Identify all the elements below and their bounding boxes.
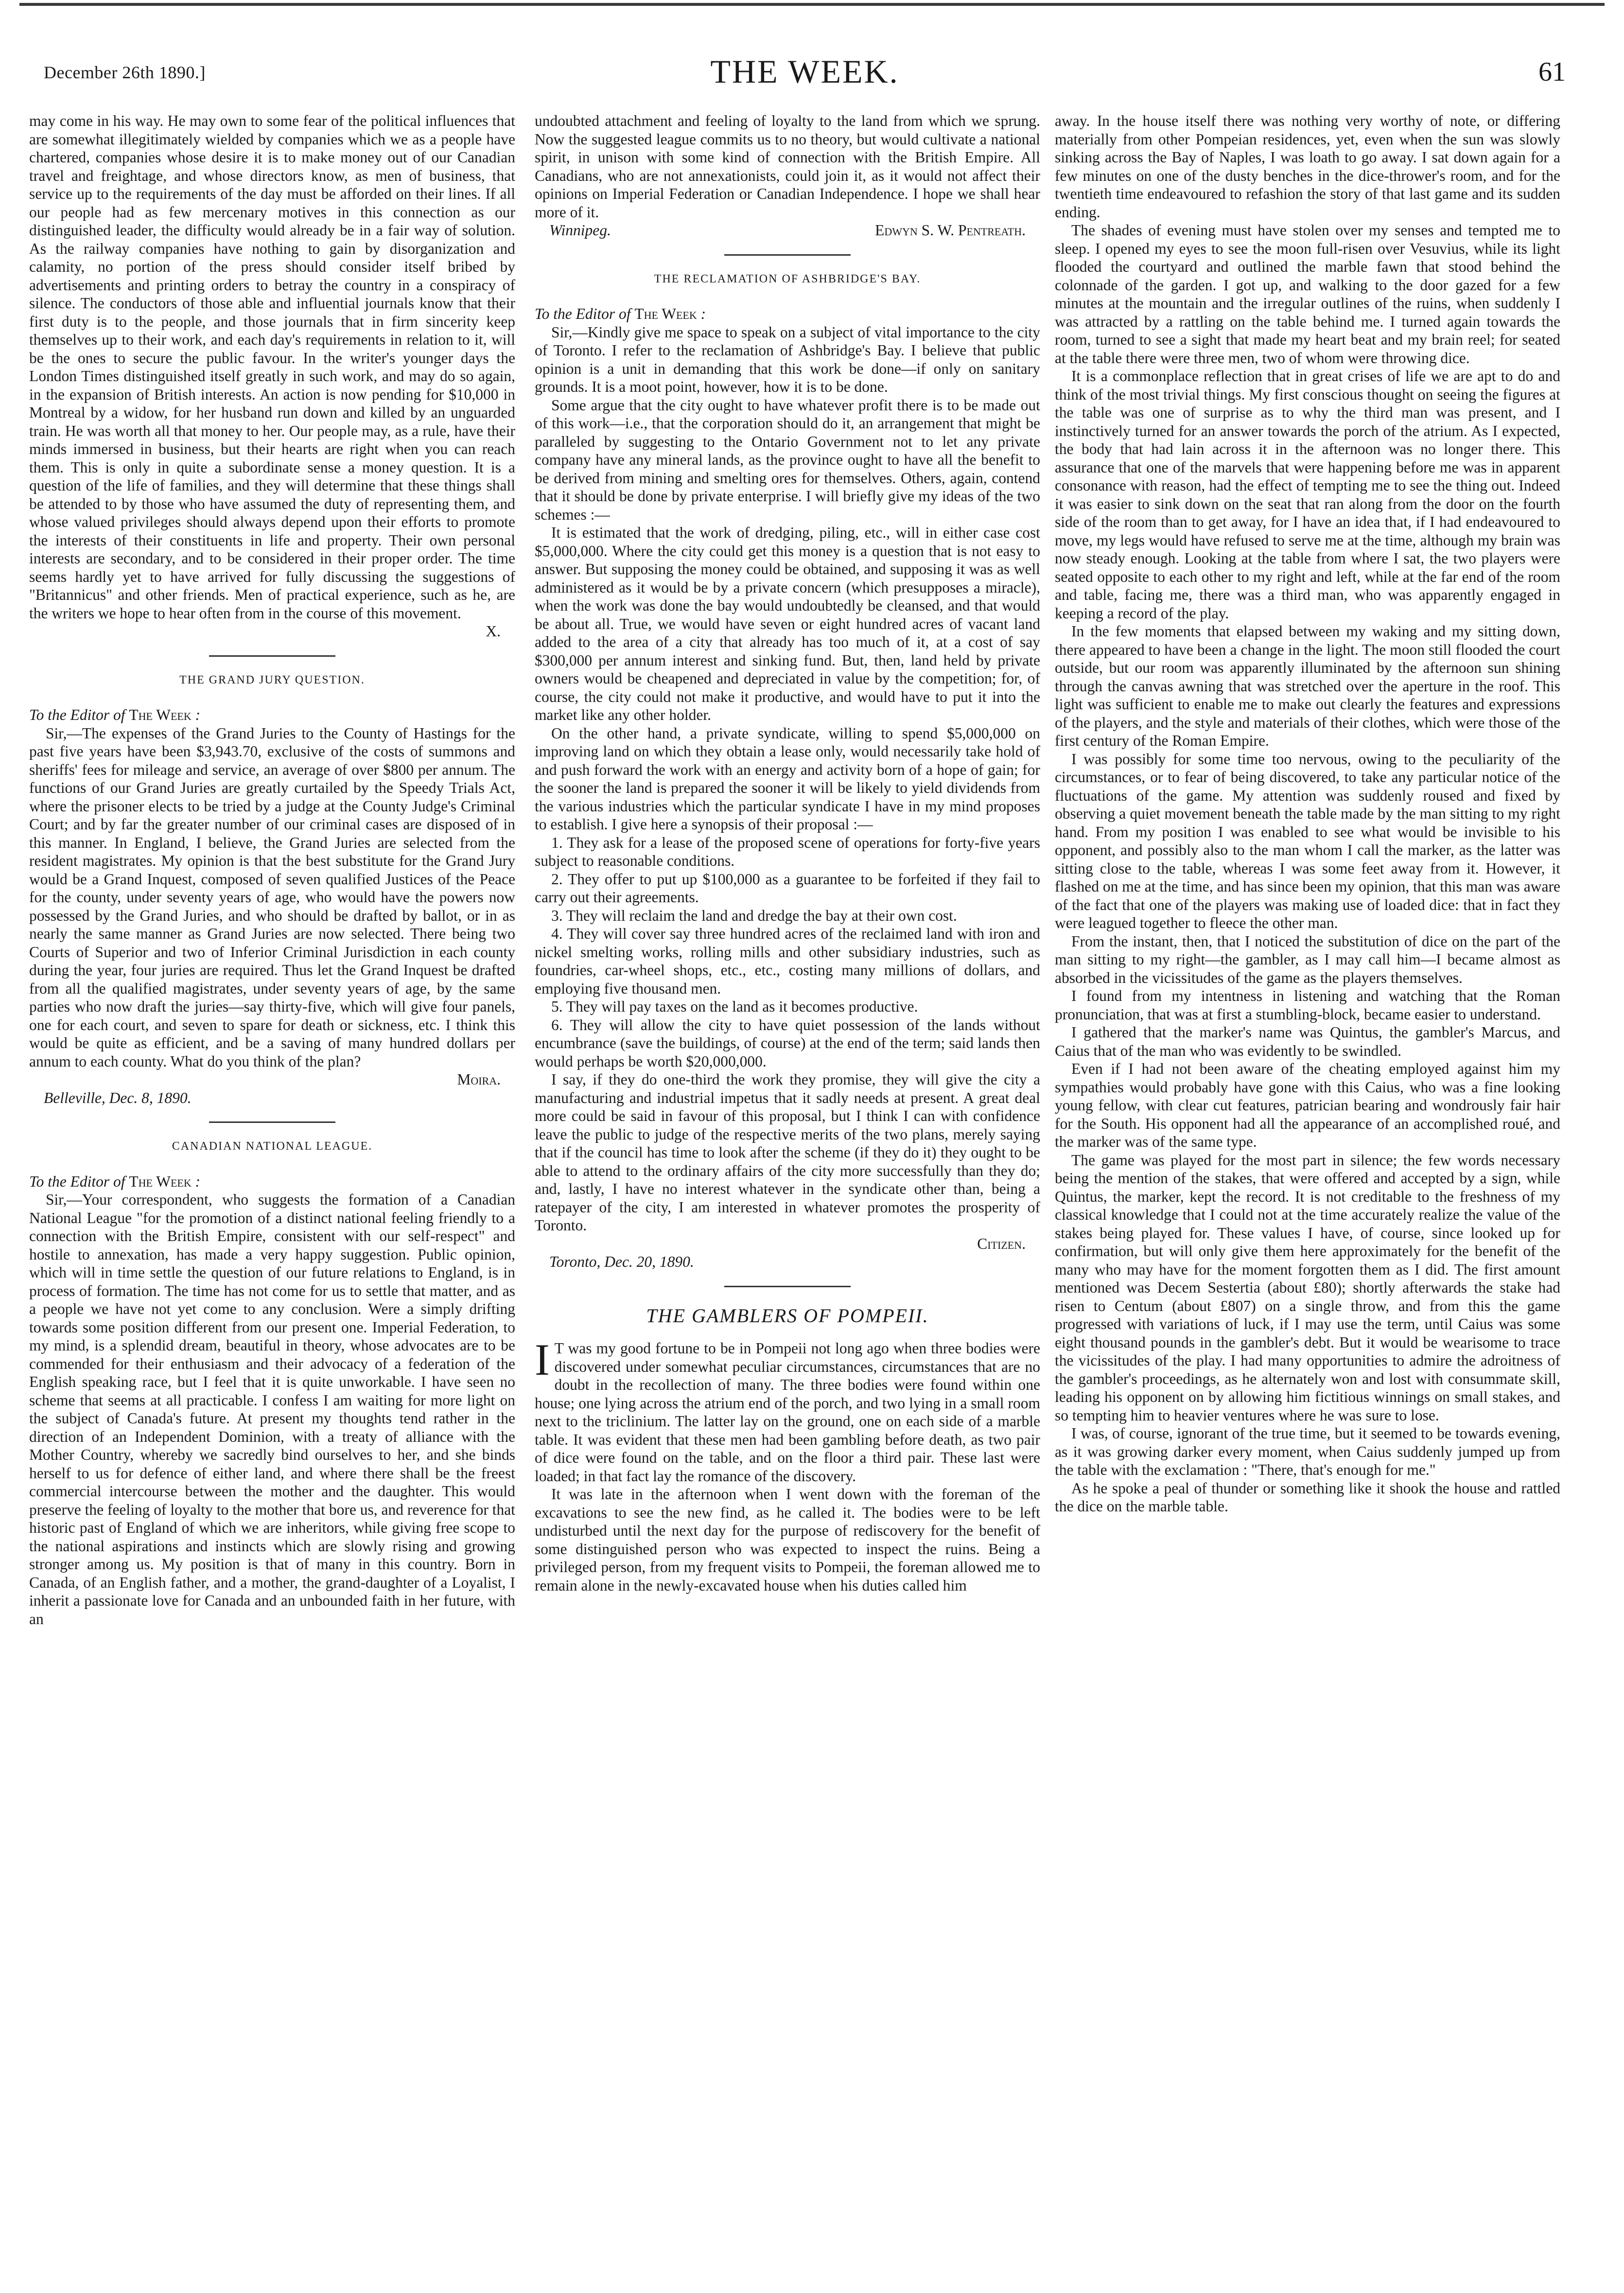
letter-salutation: [29, 706, 515, 724]
story-paragraph: Even if I had not been aware of the cheating employed against him my sympathies would probably have gone with this Caius, who was a fine looking young fellow, with clear cut features, patrician bearing and wondrously fair hair for the South. His opponent had all the appearance of an accomplished roué, and the marker was of the same type.: [1055, 1060, 1560, 1150]
drop-cap: I: [535, 1335, 550, 1384]
salutation-name: The Week: [129, 1173, 192, 1190]
salutation-name: The Week: [129, 706, 192, 723]
salutation-suffix: :: [195, 706, 201, 723]
proposal-item: 6. They will allow the city to have quiet possession of the lands without encumbrance (save the buildings, of course) at the end of the term; said lands then would perhaps be worth $20,000,000.: [535, 1016, 1040, 1070]
letter-signature: Edwyn S. W. Pentreath.: [875, 222, 1026, 239]
salutation-suffix: :: [195, 1173, 201, 1190]
proposal-item: 1. They ask for a lease of the proposed scene of operations for forty-five years subject to reasonable conditions.: [535, 834, 1040, 869]
story-paragraph: I found from my intentness in listening and watching that the Roman pronunciation, that was at first a stumbling-block, became easier to understand.: [1055, 987, 1560, 1023]
section-divider: [209, 1121, 335, 1123]
story-paragraph: The shades of evening must have stolen over my senses and tempted me to sleep. I opened my eyes to see the moon full-risen over Vesuvius, while its light flooded the courtyard and outlined the marble fawn that stood behind the colonnade of the garden. I got up, and walking to the door gazed for a few minutes at the mountain and the irregular outlines of the ruins, when suddenly I was attracted by a rattling on the table behind me. I turned again towards the room, turned to see a sight that made my heart beat and my brain reel; for seated at the table there were three men, two of whom were throwing dice.: [1055, 222, 1560, 367]
story-paragraph: [535, 1335, 1040, 1485]
letter-salutation: [29, 1173, 515, 1191]
article-signature: X.: [486, 623, 501, 640]
proposal-item: 3. They will reclaim the land and dredge the bay at their own cost.: [551, 907, 957, 924]
letter-heading-grand-jury: THE GRAND JURY QUESTION.: [179, 673, 365, 686]
letter-dateline: Toronto, Dec. 20, 1890.: [549, 1253, 694, 1270]
publication-title: THE WEEK.: [710, 53, 899, 90]
story-paragraph: It is a commonplace reflection that in great crises of life we are apt to do and think of the most trivial things. My first conscious thought on seeing the figures at the table was one of surprise as to why the third man was present, and I instinctively turned for an answer towards the porch of the atrium. As I expected, the body that had lain across it in the afternoon was no longer there. This assurance that one of the marvels that were happening before me was in apparent consonance with reason, had the effect of tempting me to see the thing out. Indeed it was easier to sink down on the seat that ran along from the door on the fourth side of the room than to get away, for I have an idea that, if I had endeavoured to move, my legs would have refused to serve me at the time, although my brain was now steady enough. Looking at the table from where I sat, the two players were seated opposite to each other to my right and left, while at the far end of the room and table, facing me, there was a third man, who was apparently engaged in keeping a record of the play.: [1055, 368, 1560, 622]
story-text: T was my good fortune to be in Pompeii not long ago when three bodies were discovered under somewhat peculiar circumstances, circumstances that are no doubt in the recollection of many. The three bodies were found within one house; one lying across the atrium end of the porch, and two lying in a small room next to the triclinium. The latter lay on the ground, one on each side of a marble table. It was evident that these men had been gambling before death, as two pair of dice were found on the table, and on the floor a third pair. These last were loaded; in that fact lay the romance of the discovery.: [535, 1340, 1040, 1485]
story-paragraph: From the instant, then, that I noticed the substitution of dice on the part of the man sitting to my right—the gambler, as I may call him—I became almost as absorbed in the vicissitudes of the game as the players themselves.: [1055, 932, 1560, 986]
top-rule: [19, 3, 1605, 6]
story-title: THE GAMBLERS OF POMPEII.: [646, 1304, 929, 1327]
proposal-item: 4. They will cover say three hundred acres of the reclaimed land with iron and nickel smelting works, rolling mills and other subsidiary industries, such as foundries, car-wheel shops, etc., etc., costing many millions of dollars, and employing five thousand men.: [535, 925, 1040, 997]
letter-paragraph: It is estimated that the work of dredging, piling, etc., will in either case cost $5,000,000. Where the city could get this money is a question that is not easy to answer. But supposing the money could be obtained, and supposing it was as well administered as it would be by a private concern (which presupposes a miracle), when the work was done the bay would undoubtedly be cleansed, and that would be about all. True, we would have seven or eight hundred acres of vacant land added to the area of a city that already has too much of it, at a cost of say $300,000 per annum interest and sinking fund. But, then, land held by private owners would be cheapened and depreciated in value by the competition; for, of course, the city could not make it productive, and would have to put it into the market like any other holder.: [535, 524, 1040, 723]
story-paragraph: I was possibly for some time too nervous, owing to the peculiarity of the circumstances, or to fear of being discovered, to take any particular notice of the fluctuations of the game. My attention was suddenly roused and fixed by observing a quiet movement beneath the table made by the man sitting to my right hand. From my position I was enabled to see what would be invisible to his opponent, and possibly also to the man whom I call the marker, as the latter was sitting close to the table, whereas I was some feet away from it. However, it flashed on me at the time, and has since been my opinion, that this man was aware of the fact that one of the players was making use of loaded dice: that in fact they were leagued together to fleece the other man.: [1055, 750, 1560, 931]
letter-body: Sir,—The expenses of the Grand Juries to the County of Hastings for the past five years have been $3,943.70, exclusive of the costs of summons and sheriffs' fees for mileage and service, an average of over $800 per annum. The functions of our Grand Juries are greatly curtailed by the Speedy Trials Act, where the prisoner elects to be tried by a judge at the County Judge's Criminal Court; and by far the greater number of our criminal cases are disposed of in this manner. In England, I believe, the Grand Juries are selected from the resident magistrates. My opinion is that the best substitute for the Grand Jury would be a Grand Inquest, composed of seven qualified Justices of the Peace for the county, under seventy years of age, who would have the powers now possessed by the Grand Juries, and who should be drafted by ballot, or in as nearly the same manner as Grand Juries are now selected. There being two Courts of Superior and two of Inferior Criminal Jurisdiction in each county during the year, four juries are required. Thus let the Grand Inquest be drafted from all the qualified magistrates, under seventy years of age, by the same parties who now draft the juries—say thirty-five, which will give four panels, one for each court, and seven to spare for death or sickness, etc. I think this would be quite as efficient, and be a saving of many hundred dollars per annum to each county. What do you think of the plan?: [29, 724, 515, 1070]
letter-place: Winnipeg.: [549, 222, 611, 239]
section-divider: [724, 1286, 851, 1287]
letter-paragraph: Some argue that the city ought to have whatever profit there is to be made out of this work—i.e., that the corporation should do it, an arrangement that might be paralleled by suggesting to the Ontario Government not to let any private company have any mineral lands, as the province ought to have all the benefit to be derived from mining and smelting ores for themselves. Others, again, contend that it should be done by private enterprise. I will briefly give my ideas of the two schemes :—: [535, 396, 1040, 523]
issue-date: December 26th 1890.]: [44, 63, 206, 82]
story-paragraph: As he spoke a peal of thunder or something like it shook the house and rattled the dice on the marble table.: [1055, 1479, 1560, 1515]
letter-signoff: [535, 221, 1040, 240]
letter-dateline: Belleville, Dec. 8, 1890.: [44, 1089, 192, 1106]
letter-continuation: undoubted attachment and feeling of loyalty to the land from which we sprung. Now the suggested league commits us to no theory, but would cultivate a national spirit, in unison with some kind of connection with the British Empire. All Canadians, who are not annexationists, could join it, as it would not affect their opinions on Imperial Federation or Canadian Independence. I hope we shall hear more of it.: [535, 112, 1040, 221]
letter-paragraph: On the other hand, a private syndicate, willing to spend $5,000,000 on improving land on which they obtain a lease only, would necessarily take hold of and push forward the work with an energy and activity born of a hope of gain; for the sooner the land is prepared the sooner it will be likely to yield dividends from the various industries which the particular syndicate I have in my mind proposes to establish. I give here a synopsis of their proposal :—: [535, 724, 1040, 833]
proposal-item: 2. They offer to put up $100,000 as a guarantee to be forfeited if they fail to carry out their agreements.: [535, 870, 1040, 906]
story-paragraph: The game was played for the most part in silence; the few words necessary being the mention of the stakes, that were offered and accepted by a sign, while Quintus, the marker, kept the record. It is not creditable to the freshness of my classical knowledge that I could not at the time accurately realize the value of the stakes being played for. These values I have, of course, since looked up for confirmation, but will only give them here approximately for the benefit of the many who may have for the moment forgotten them as I did. The first amount mentioned was Decem Sestertia (about £80); shortly afterwards the stake had risen to Centum (about £807) on a single throw, and from this the game progressed with variations of luck, if I may use the term, until Caius was some eight thousand pounds in the gambler's debt. But it would be wearisome to trace the vicissitudes of the play. I had many opportunities to admire the adroitness of the gambler's proceedings, as he alternately won and lost with consummate skill, leading his opponent on by allowing him fictitious winnings on small stakes, and so tempting him to heavier ventures where he was sure to lose.: [1055, 1151, 1560, 1424]
story-paragraph: I gathered that the marker's name was Quintus, the gambler's Marcus, and Caius that of the man who was evidently to be swindled.: [1055, 1024, 1560, 1059]
letter-heading-league: CANADIAN NATIONAL LEAGUE.: [172, 1140, 373, 1153]
masthead: [44, 49, 1566, 102]
letter-salutation: [535, 305, 1040, 323]
page-number: 61: [1538, 57, 1566, 87]
salutation-prefix: To the Editor of: [29, 706, 125, 723]
story-paragraph: away. In the house itself there was nothing very worthy of note, or differing materially from other Pompeian residences, yet, even when the sun was slowly sinking across the Bay of Naples, I was loath to go away. I sat down again for a few minutes on one of the dusty benches in the dice-thrower's room, and for the twentieth time endeavoured to refashion the story of that last game and its sudden ending.: [1055, 112, 1560, 221]
story-paragraph: I was, of course, ignorant of the true time, but it seemed to be towards evening, as it was growing darker every moment, when Caius suddenly jumped up from the table with the exclamation : "There, that's enough for me.": [1055, 1425, 1560, 1478]
letter-signature: Moira.: [457, 1071, 501, 1088]
column-3: [1055, 112, 1560, 2270]
section-divider: [724, 254, 851, 256]
letter-paragraph: Sir,—Kindly give me space to speak on a subject of vital importance to the city of Toronto. I refer to the reclamation of Ashbridge's Bay. I believe that public opinion is a unit in demanding that this work be done—if only on sanitary grounds. It is a moot point, however, how it is to be done.: [535, 323, 1040, 395]
proposal-item: 5. They will pay taxes on the land as it becomes productive.: [551, 998, 918, 1015]
story-paragraph: It was late in the afternoon when I went down with the foreman of the excavations to see the new find, as he called it. The bodies were to be left undisturbed until the next day for the purpose of rediscovery for the benefit of some distinguished person who was expected to inspect the ruins. Being a privileged person, from my frequent visits to Pompeii, the foreman allowed me to remain alone in the newly-excavated house when his duties called him: [535, 1486, 1040, 1594]
letter-signature: Citizen.: [977, 1235, 1026, 1252]
column-2: [535, 112, 1040, 2270]
section-divider: [209, 655, 335, 657]
letter-heading-ashbridge: THE RECLAMATION OF ASHBRIDGE'S BAY.: [654, 272, 921, 285]
salutation-name: The Week: [634, 305, 697, 322]
letter-paragraph: I say, if they do one-third the work they promise, they will give the city a manufacturing and industrial impetus that it sadly needs at present. A great deal more could be said in favour of this proposal, but I think I can with confidence leave the public to judge of the respective merits of the two plans, merely saying that if the council has time to look after the scheme (if they do it) they ought to be able to attend to the ordinary affairs of the city more successfully than they do; and, lastly, I have no interest whatever in the syndicate other than, being a ratepayer of the city, I am interested in whatever promotes the prosperity of Toronto.: [535, 1071, 1040, 1234]
letter-body: Sir,—Your correspondent, who suggests the formation of a Canadian National League "for the promotion of a distinct national feeling friendly to a connection with the British Empire, consistent with our self-respect" and hostile to annexation, has made a very happy suggestion. Public opinion, which will in time settle the question of our future relations to England, is in process of formation. The time has not come for us to settle that matter, and as a people we have not yet come to any conclusion. Were a simply drifting towards some position different from our present one. Imperial Federation, to my mind, is a splendid dream, beautiful in theory, whose advocates are to be commended for their enthusiasm and their advocacy of a federation of the English speaking race, but I feel that it is quite unworkable. I have seen no scheme that seems at all practicable. I confess I am waiting for more light on the subject of Canada's future. At present my thoughts tend rather in the direction of an Independent Dominion, with a treaty of alliance with the Mother Country, whereby we sacredly bind ourselves to her, and she binds herself to us for defence of either land, and where there shall be the freest commercial intercourse between the mother and the daughter. This would preserve the feeling of loyalty to the mother that bore us, and reverence for that historic past of England of which we are inheritors, while giving free scope to the national aspirations and instincts which are slowly rising and growing stronger among us. My position is that of many in this country. Born in Canada, of an English father, and a mother, the grand-daughter of a Loyalist, I inherit a passionate love for Canada and an unbounded faith in her future, with an: [29, 1191, 515, 1628]
salutation-prefix: To the Editor of: [29, 1173, 125, 1190]
story-paragraph: In the few moments that elapsed between my waking and my sitting down, there appeared to have been a change in the light. The moon still flooded the court outside, but our room was apparently illuminated by the afternoon sun shining through the canvas awning that was stretched over the aperture in the roof. This light was sufficient to enable me to make out clearly the features and expressions of the players, and the style and materials of their clothes, which were those of the first century of the Roman Empire.: [1055, 623, 1560, 749]
column-1: [29, 112, 515, 2270]
article-continuation: may come in his way. He may own to some fear of the political influences that are somewhat illegitimately wielded by companies which we as a people have chartered, companies whose desire it is to make money out of our Canadian travel and freightage, and whose directors know, as men of business, that service up to the requirements of the day must be afforded on their lines. If all our people had as few mercenary motives in this connection as our distinguished leader, the difficulty would already be in a fair way of solution. As the railway companies have nothing to gain by disorganization and calamity, no portion of the press should consider itself bribed by advertisements and printing orders to betray the country in a conspiracy of silence. The conductors of those able and influential journals know that their first duty is to the people, and those journals that in firm sincerity keep themselves up to their work, and each day's requirements in relation to it, will be the ones to secure the public favour. In the writer's younger days the London Times distinguished itself greatly in such work, and may do so again, in the expansion of British interests. An action is now pending for $10,000 in Montreal by a widow, for her husband run down and killed by an unguarded train. He was worth all that money to her. Our people may, as a rule, have their minds immersed in business, but their hearts are right when you can reach them. This is only in quite a subordinate sense a money question. It is a question of the life of families, and they will determine that these things shall be attended to by those who have assumed the duty of representing them, and whose valued privileges should always depend upon their efforts to promote the interests of their constituents in life and property. Their own personal interests are secondary, and to be considered in their proper order. The time seems hardly yet to have arrived for fully discussing the suggestions of "Britannicus" and other friends. Men of practical experience, such as he, are the writers we hope to hear often from in the course of this movement.: [29, 112, 515, 622]
salutation-prefix: To the Editor of: [535, 305, 631, 322]
salutation-suffix: :: [700, 305, 706, 322]
